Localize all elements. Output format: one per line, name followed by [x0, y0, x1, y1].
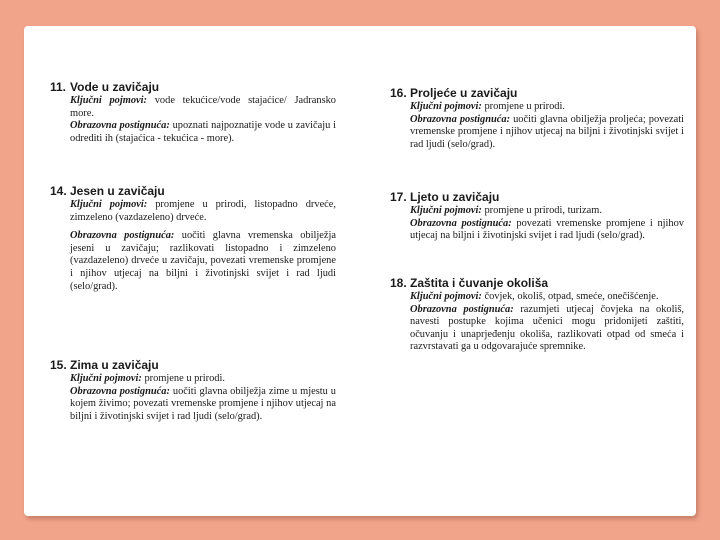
learning-outcomes-text: povezati vremenske promjene i njihov utjecaj na biljni i životinjski svijet i rad ljudi (selo/grad). — [410, 217, 684, 242]
learning-outcomes — [70, 386, 336, 424]
topic-item-15 — [50, 358, 336, 423]
learning-outcomes-text: razumjeti utjecaj čovjeka na okoliš, navesti postupke kojima učenici mogu pridonijeti zaštiti, očuvanju i unaprjeđenju okoliša, razlikovati otpad od smeća i razvrstavati ga u odgovarajuće spremnike. — [410, 303, 685, 353]
key-concepts-text: promjene u prirodi, turizam. — [484, 205, 602, 216]
topic-name: Ljeto u zavičaju — [410, 190, 500, 204]
learning-outcomes — [410, 218, 684, 243]
topic-number: 18. — [390, 276, 407, 290]
key-concepts-label: Ključni pojmovi: — [410, 101, 482, 112]
topic-title — [390, 86, 684, 100]
topic-body — [50, 373, 336, 423]
key-concepts — [410, 291, 684, 304]
topic-item-16 — [390, 86, 684, 151]
topic-title — [50, 80, 336, 94]
key-concepts-text: promjene u prirodi, listopadno drveće, zimzeleno (vazdazeleno) drveće. — [70, 199, 337, 223]
learning-outcomes-label: Obrazovna postignuća: — [70, 120, 170, 132]
learning-outcomes-text: upoznati najpoznatije vode u zavičaju i odrediti ih (stajaćica - tekućica - more). — [70, 120, 336, 144]
learning-outcomes-label: Obrazovna postignuća: — [70, 385, 170, 397]
topic-body — [50, 95, 336, 145]
learning-outcomes-label: Obrazovna postignuća: — [70, 230, 175, 242]
learning-outcomes — [410, 304, 684, 354]
topic-body — [50, 199, 336, 293]
topic-item-17 — [390, 190, 684, 243]
topic-name: Jesen u zavičaju — [70, 184, 165, 198]
learning-outcomes-label: Obrazovna postignuća: — [410, 113, 511, 125]
topic-number: 14. — [50, 184, 67, 198]
topic-number: 11. — [50, 80, 67, 94]
key-concepts — [70, 95, 336, 120]
topic-item-11 — [50, 80, 336, 145]
topic-body — [390, 291, 684, 354]
learning-outcomes-label: Obrazovna postignuća: — [410, 217, 512, 229]
topic-item-18 — [390, 276, 684, 354]
topic-title — [50, 358, 336, 372]
key-concepts-text: čovjek, okoliš, otpad, smeće, onečišćenje. — [484, 291, 659, 302]
key-concepts-text: promjene u prirodi. — [144, 373, 225, 384]
topic-name: Zima u zavičaju — [70, 358, 159, 372]
key-concepts-label: Ključni pojmovi: — [70, 373, 142, 384]
topic-number: 15. — [50, 358, 67, 372]
learning-outcomes-text: uočiti glavna obilježja zime u mjestu u kojem živimo; povezati vremenske promjene i njihov utjecaj na biljni i životinjski svijet i rad ljudi (selo/grad). — [70, 385, 336, 422]
key-concepts — [70, 199, 336, 224]
learning-outcomes-text: uočiti glavna obilježja proljeća; povezati vremenske promjene i njihov utjecaj na biljni i životinjski svijet i rad ljudi (selo/grad). — [410, 113, 684, 150]
key-concepts — [410, 205, 684, 218]
topic-number: 16. — [390, 86, 407, 100]
topic-item-14 — [50, 184, 336, 293]
topic-name: Proljeće u zavičaju — [410, 86, 518, 100]
slide-card — [24, 26, 696, 516]
topic-title — [50, 184, 336, 198]
learning-outcomes-text: uočiti glavna vremenska obilježja jeseni u zavičaju; razlikovati listopadno i zimzeleno (vazdazeleno) drveće u zavičaju, povezati vremenske promjene i njihov utjecaj na biljni i životinjski svijet i rad ljudi (selo/grad). — [70, 230, 336, 292]
key-concepts-text: promjene u prirodi. — [484, 101, 565, 112]
topic-title — [390, 190, 684, 204]
topic-name: Zaštita i čuvanje okoliša — [410, 276, 549, 290]
learning-outcomes — [70, 120, 336, 145]
learning-outcomes-label: Obrazovna postignuća: — [410, 303, 514, 315]
topic-body — [390, 205, 684, 243]
key-concepts-label: Ključni pojmovi: — [410, 205, 482, 216]
learning-outcomes — [410, 114, 684, 152]
topic-body — [390, 101, 684, 151]
topic-title — [390, 276, 684, 290]
key-concepts-label: Ključni pojmovi: — [410, 291, 482, 302]
key-concepts — [410, 101, 684, 114]
topic-number: 17. — [390, 190, 407, 204]
key-concepts — [70, 373, 336, 386]
key-concepts-label: Ključni pojmovi: — [70, 95, 147, 106]
topic-name: Vode u zavičaju — [70, 80, 160, 94]
learning-outcomes — [70, 230, 336, 293]
key-concepts-text: vode tekućice/vode stajaćice/ Jadransko more. — [70, 95, 336, 119]
key-concepts-label: Ključni pojmovi: — [70, 199, 148, 210]
